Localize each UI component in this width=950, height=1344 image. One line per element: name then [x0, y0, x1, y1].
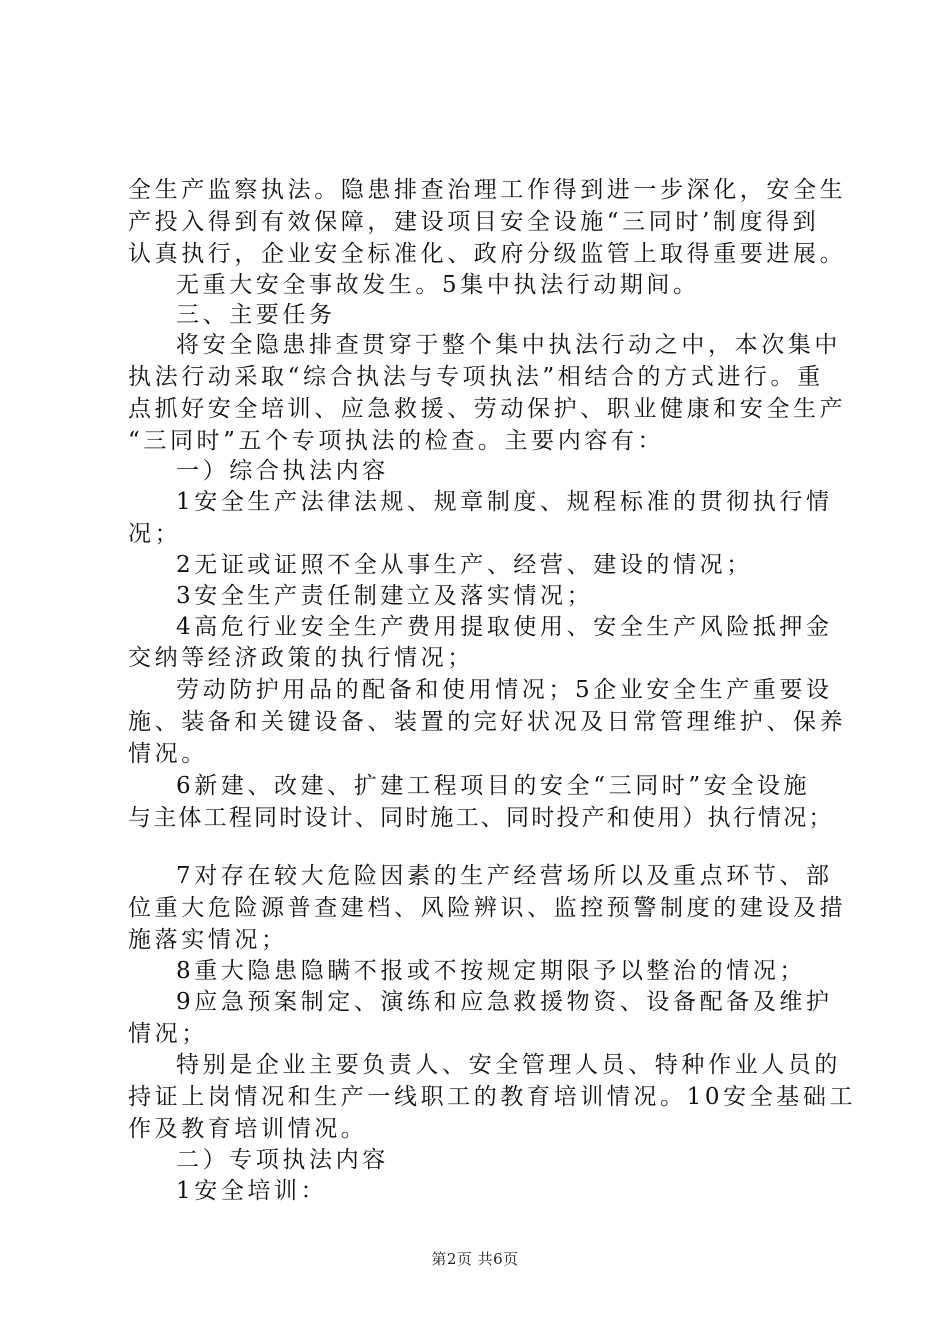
- text-line: 情况。: [128, 741, 208, 767]
- text-line: 4高危行业安全生产费用提取使用、安全生产风险抵押金: [176, 614, 833, 640]
- text-line: 8重大隐患隐瞒不报或不按规定期限予以整治的情况；: [176, 958, 807, 984]
- text-line: 执法行动采取“综合执法与专项执法”相结合的方式进行。重: [128, 364, 824, 390]
- page-number-footer: 第2页 共6页: [431, 1250, 519, 1268]
- text-line: 施、装备和关键设备、装置的完好状况及日常管理维护、保养: [128, 709, 847, 735]
- text-line: “三同时”五个专项执法的检查。主要内容有：: [128, 428, 665, 454]
- text-line: 施落实情况；: [128, 927, 288, 953]
- text-line: 将安全隐患排查贯穿于整个集中执法行动之中，本次集中: [176, 332, 841, 358]
- text-line: 2无证或证照不全从事生产、经营、建设的情况；: [176, 552, 753, 578]
- text-line: 3安全生产责任制建立及落实情况；: [176, 583, 594, 609]
- text-line: 情况；: [128, 1021, 208, 1047]
- text-line: 7对存在较大危险因素的生产经营场所以及重点环节、部: [176, 863, 833, 889]
- text-line: 产投入得到有效保障，建设项目安全设施“三同时’制度得到: [128, 209, 820, 235]
- text-line: 9应急预案制定、演练和应急救援物资、设备配备及维护: [176, 989, 833, 1015]
- text-line: 无重大安全事故发生。5集中执法行动期间。: [176, 272, 700, 298]
- text-line: 认真执行，企业安全标准化、政府分级监管上取得重要进展。: [128, 241, 847, 267]
- text-line: 持证上岗情况和生产一线职工的教育培训情况。10安全基础工: [128, 1084, 857, 1110]
- section-heading: 三、主要任务: [176, 302, 336, 328]
- text-line: 6新建、改建、扩建工程项目的安全“三同时”安全设施: [176, 773, 811, 799]
- text-line: 况；: [128, 521, 182, 547]
- text-line: 劳动防护用品的配备和使用情况；5企业安全生产重要设: [176, 677, 833, 703]
- text-line: 全生产监察执法。隐患排查治理工作得到进一步深化，安全生: [128, 177, 847, 203]
- text-line: 特别是企业主要负责人、安全管理人员、特种作业人员的: [176, 1052, 841, 1078]
- text-line: 作及教育培训情况。: [128, 1116, 368, 1142]
- text-line: 位重大危险源普查建档、风险辨识、监控预警制度的建设及措: [128, 895, 847, 921]
- text-line: 交纳等经济政策的执行情况；: [128, 645, 474, 671]
- text-line: 1安全培训：: [176, 1178, 328, 1204]
- text-line: 点抓好安全培训、应急救援、劳动保护、职业健康和安全生产: [128, 396, 847, 422]
- text-line: 与主体工程同时设计、同时施工、同时投产和使用）执行情况；: [128, 805, 834, 831]
- subsection-heading: 二）专项执法内容: [176, 1147, 389, 1173]
- text-line: 1安全生产法律法规、规章制度、规程标准的贯彻执行情: [176, 489, 833, 515]
- subsection-heading: 一）综合执法内容: [176, 458, 389, 484]
